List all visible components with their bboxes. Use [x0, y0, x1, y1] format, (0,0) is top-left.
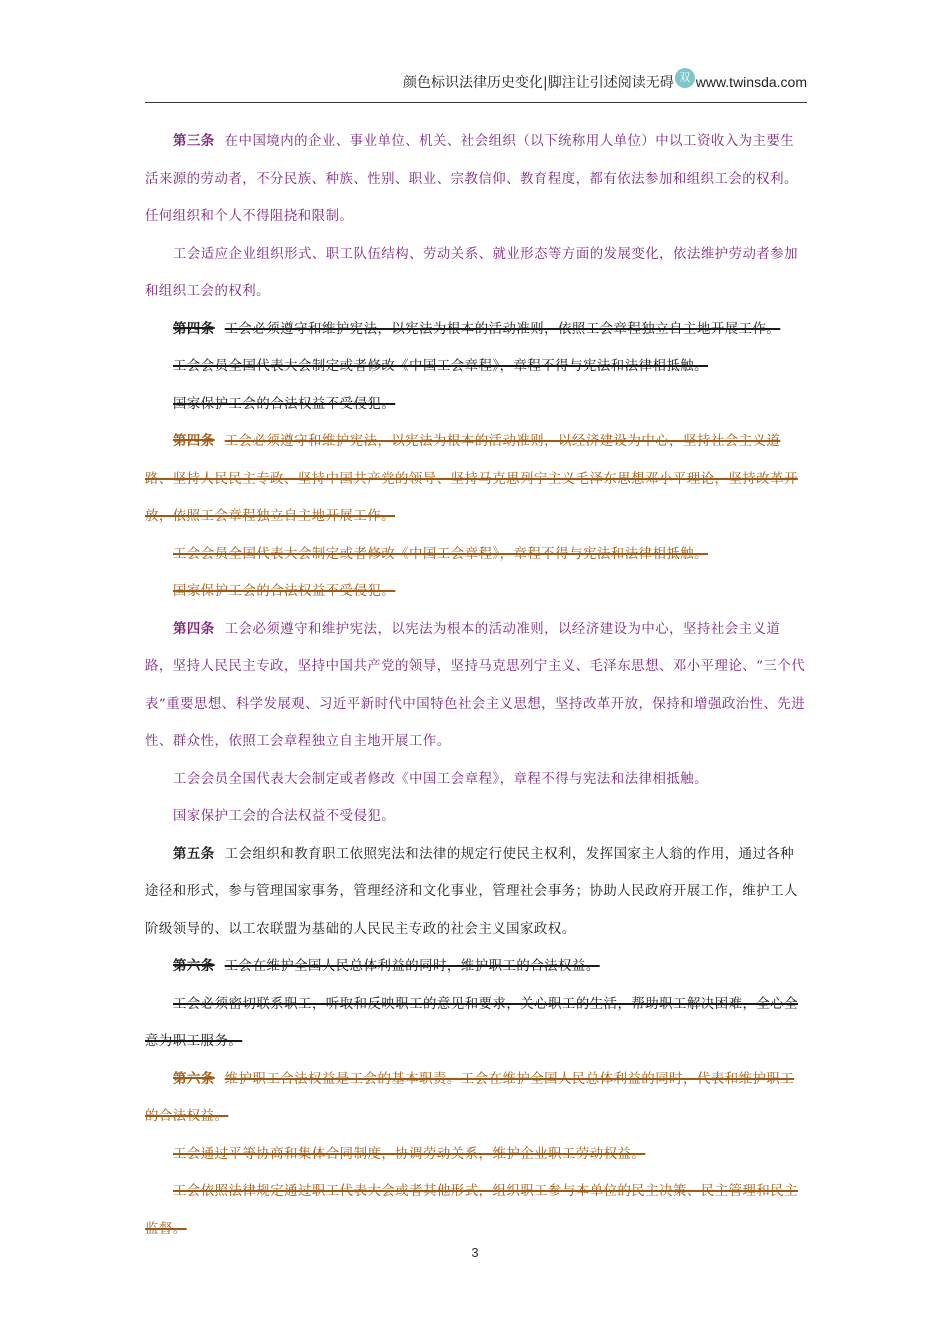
article-number: 第三条	[173, 133, 215, 149]
clause-paragraph	[145, 536, 807, 574]
paragraph-text: 工会必须遵守和维护宪法，以宪法为根本的活动准则，以经济建设为中心，坚持社会主义道路，坚持人民民主专政，坚持中国共产党的领导，坚持马克思列宁主义、毛泽东思想、邓小平理论、“三个代表”重要思想、科学发展观、习近平新时代中国特色社会主义思想，坚持改革开放，保持和增强政治性、先进性、群众性，依照工会章程独立自主地开展工作。	[145, 621, 806, 749]
page-number: 3	[471, 1245, 479, 1260]
paragraph-text: 工会必须遵守和维护宪法，以宪法为根本的活动准则，以经济建设为中心，坚持社会主义道路、坚持人民民主专政、坚持中国共产党的领导、坚持马克思列宁主义毛泽东思想邓小平理论，坚持改革开放，依照工会章程独立自主地开展工作。	[145, 434, 798, 524]
twinsda-logo-icon: 双	[675, 68, 695, 88]
paragraph-text: 维护职工合法权益是工会的基本职责。工会在维护全国人民总体利益的同时，代表和维护职工的合法权益。	[145, 1071, 795, 1124]
paragraph-text: 国家保护工会的合法权益不受侵犯。	[173, 396, 396, 412]
paragraph-text: 国家保护工会的合法权益不受侵犯。	[173, 584, 396, 599]
paragraph-text: 工会在维护全国人民总体利益的同时，维护职工的合法权益。	[224, 959, 600, 974]
clause-paragraph	[145, 236, 807, 311]
header-banner	[403, 72, 807, 92]
clause-paragraph	[145, 573, 807, 611]
article-paragraph	[145, 423, 807, 536]
article-number: 第四条	[173, 320, 215, 337]
paragraph-text: 工会组织和教育职工依照宪法和法律的规定行使民主权利，发挥国家主人翁的作用，通过各种途径和形式，参与管理国家事务，管理经济和文化事业，管理社会事务；协助人民政府开展工作，维护工人阶级领导的、以工农联盟为基础的人民民主专政的社会主义国家政权。	[145, 846, 798, 937]
clause-paragraph	[145, 986, 807, 1061]
paragraph-text: 工会必须密切联系职工，听取和反映职工的意见和要求，关心职工的生活，帮助职工解决困难，全心全意为职工服务。	[145, 996, 799, 1049]
article-paragraph	[145, 311, 807, 349]
article-paragraph	[145, 836, 807, 949]
header-title: 颜色标识法律历史变化|脚注让引述阅读无碍	[403, 75, 674, 91]
article-paragraph	[145, 1061, 807, 1136]
paragraph-text: 工会通过平等协商和集体合同制度，协调劳动关系，维护企业职工劳动权益。	[173, 1146, 646, 1162]
clause-paragraph	[145, 1136, 807, 1174]
paragraph-text: 工会必须遵守和维护宪法，以宪法为根本的活动准则，依照工会章程独立自主地开展工作。	[224, 321, 781, 337]
document-body	[145, 123, 807, 1248]
article-number: 第四条	[173, 433, 215, 449]
article-number: 第四条	[173, 620, 215, 637]
paragraph-text: 工会会员全国代表大会制定或者修改《中国工会章程》，章程不得与宪法和法律相抵触。	[173, 359, 709, 374]
paragraph-text: 工会适应企业组织形式、职工队伍结构、劳动关系、就业形态等方面的发展变化，依法维护劳动者参加和组织工会的权利。	[145, 246, 799, 299]
header-url[interactable]: www.twinsda.com	[695, 74, 807, 90]
article-paragraph	[145, 611, 807, 761]
article-paragraph	[145, 948, 807, 986]
clause-paragraph	[145, 348, 807, 386]
clause-paragraph	[145, 798, 807, 836]
paragraph-text: 工会会员全国代表大会制定或者修改《中国工会章程》，章程不得与宪法和法律相抵触。	[173, 546, 709, 562]
clause-paragraph	[145, 386, 807, 424]
paragraph-text: 国家保护工会的合法权益不受侵犯。	[173, 809, 396, 824]
article-paragraph	[145, 123, 807, 236]
clause-paragraph	[145, 1173, 807, 1248]
paragraph-text: 在中国境内的企业、事业单位、机关、社会组织（以下统称用人单位）中以工资收入为主要生活来源的劳动者，不分民族、种族、性别、职业、宗教信仰、教育程度，都有依法参加和组织工会的权利。任何组织和个人不得阻挠和限制。	[145, 134, 798, 224]
page-header	[145, 62, 807, 103]
clause-paragraph	[145, 761, 807, 799]
paragraph-text: 工会会员全国代表大会制定或者修改《中国工会章程》，章程不得与宪法和法律相抵触。	[173, 771, 709, 787]
paragraph-text: 工会依照法律规定通过职工代表大会或者其他形式，组织职工参与本单位的民主决策、民主管理和民主监督。	[145, 1184, 799, 1237]
article-number: 第六条	[173, 1070, 215, 1087]
article-number: 第六条	[173, 958, 215, 974]
article-number: 第五条	[173, 845, 215, 862]
